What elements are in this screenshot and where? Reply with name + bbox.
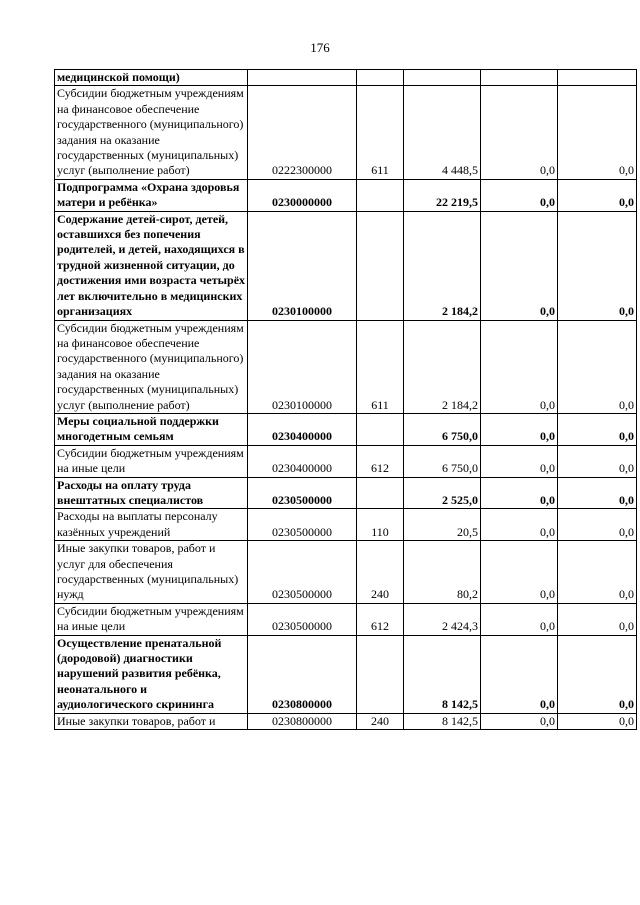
amount-3-cell: 0,0 bbox=[558, 86, 637, 179]
amount-cell: 2 424,3 bbox=[404, 603, 481, 635]
table-row bbox=[55, 635, 637, 713]
amount-cell: 8 142,5 bbox=[404, 713, 481, 729]
amount-3-cell: 0,0 bbox=[558, 509, 637, 541]
target-code-cell: 0230500000 bbox=[248, 477, 357, 509]
amount-2-cell: 0,0 bbox=[481, 635, 558, 713]
row-name-cell: медицинской помощи) bbox=[55, 70, 248, 86]
target-code-cell: 0230400000 bbox=[248, 413, 357, 445]
table-row bbox=[55, 445, 637, 477]
expense-type-cell bbox=[357, 477, 404, 509]
amount-cell: 2 184,2 bbox=[404, 211, 481, 320]
budget-table bbox=[54, 69, 637, 730]
expense-type-cell: 240 bbox=[357, 713, 404, 729]
amount-3-cell: 0,0 bbox=[558, 445, 637, 477]
amount-cell: 4 448,5 bbox=[404, 86, 481, 179]
amount-cell: 80,2 bbox=[404, 541, 481, 604]
row-name-cell: Подпрограмма «Охрана здоровья матери и ребёнка» bbox=[55, 179, 248, 211]
table-row bbox=[55, 413, 637, 445]
table-row bbox=[55, 477, 637, 509]
amount-3-cell bbox=[558, 70, 637, 86]
table-row bbox=[55, 713, 637, 729]
expense-type-cell: 240 bbox=[357, 541, 404, 604]
expense-type-cell: 110 bbox=[357, 509, 404, 541]
expense-type-cell bbox=[357, 70, 404, 86]
table-row bbox=[55, 541, 637, 604]
target-code-cell: 0230500000 bbox=[248, 509, 357, 541]
amount-2-cell: 0,0 bbox=[481, 320, 558, 413]
amount-cell: 2 525,0 bbox=[404, 477, 481, 509]
row-name-cell: Иные закупки товаров, работ и услуг для обеспечения государственных (муниципальных) нужд bbox=[55, 541, 248, 604]
amount-2-cell: 0,0 bbox=[481, 477, 558, 509]
row-name-cell: Субсидии бюджетным учреждениям на иные цели bbox=[55, 445, 248, 477]
amount-2-cell: 0,0 bbox=[481, 86, 558, 179]
amount-2-cell: 0,0 bbox=[481, 211, 558, 320]
table-row bbox=[55, 86, 637, 179]
expense-type-cell: 612 bbox=[357, 603, 404, 635]
amount-2-cell bbox=[481, 70, 558, 86]
target-code-cell bbox=[248, 70, 357, 86]
target-code-cell: 0230500000 bbox=[248, 603, 357, 635]
amount-2-cell: 0,0 bbox=[481, 179, 558, 211]
amount-3-cell: 0,0 bbox=[558, 320, 637, 413]
amount-3-cell: 0,0 bbox=[558, 603, 637, 635]
amount-2-cell: 0,0 bbox=[481, 541, 558, 604]
expense-type-cell bbox=[357, 211, 404, 320]
amount-2-cell: 0,0 bbox=[481, 603, 558, 635]
target-code-cell: 0230800000 bbox=[248, 635, 357, 713]
target-code-cell: 0230800000 bbox=[248, 713, 357, 729]
amount-cell: 6 750,0 bbox=[404, 445, 481, 477]
row-name-cell: Осуществление пренатальной (дородовой) диагностики нарушений развития ребёнка, неонатального и аудиологического скрининга bbox=[55, 635, 248, 713]
row-name-cell: Субсидии бюджетным учреждениям на иные цели bbox=[55, 603, 248, 635]
expense-type-cell: 611 bbox=[357, 320, 404, 413]
amount-2-cell: 0,0 bbox=[481, 413, 558, 445]
table-row bbox=[55, 211, 637, 320]
amount-3-cell: 0,0 bbox=[558, 211, 637, 320]
row-name-cell: Расходы на оплату труда внештатных специалистов bbox=[55, 477, 248, 509]
amount-3-cell: 0,0 bbox=[558, 477, 637, 509]
amount-2-cell: 0,0 bbox=[481, 713, 558, 729]
table-row bbox=[55, 70, 637, 86]
target-code-cell: 0230500000 bbox=[248, 541, 357, 604]
table-row bbox=[55, 179, 637, 211]
amount-cell: 20,5 bbox=[404, 509, 481, 541]
amount-3-cell: 0,0 bbox=[558, 713, 637, 729]
row-name-cell: Расходы на выплаты персоналу казённых учреждений bbox=[55, 509, 248, 541]
expense-type-cell: 611 bbox=[357, 86, 404, 179]
amount-2-cell: 0,0 bbox=[481, 509, 558, 541]
page-number: 176 bbox=[310, 40, 330, 55]
row-name-cell: Содержание детей-сирот, детей, оставшихся без попечения родителей, и детей, находящихся в трудной жизненной ситуации, до достижения ими возраста четырёх лет включительно в медицинских организациях bbox=[55, 211, 248, 320]
table-row bbox=[55, 509, 637, 541]
row-name-cell: Иные закупки товаров, работ и bbox=[55, 713, 248, 729]
amount-cell: 6 750,0 bbox=[404, 413, 481, 445]
expense-type-cell bbox=[357, 179, 404, 211]
amount-2-cell: 0,0 bbox=[481, 445, 558, 477]
expense-type-cell bbox=[357, 413, 404, 445]
target-code-cell: 0230100000 bbox=[248, 320, 357, 413]
amount-cell: 8 142,5 bbox=[404, 635, 481, 713]
amount-cell: 22 219,5 bbox=[404, 179, 481, 211]
amount-3-cell: 0,0 bbox=[558, 635, 637, 713]
target-code-cell: 0230000000 bbox=[248, 179, 357, 211]
amount-cell bbox=[404, 70, 481, 86]
target-code-cell: 0230100000 bbox=[248, 211, 357, 320]
amount-cell: 2 184,2 bbox=[404, 320, 481, 413]
target-code-cell: 0222300000 bbox=[248, 86, 357, 179]
row-name-cell: Меры социальной поддержки многодетным семьям bbox=[55, 413, 248, 445]
amount-3-cell: 0,0 bbox=[558, 179, 637, 211]
amount-3-cell: 0,0 bbox=[558, 541, 637, 604]
amount-3-cell: 0,0 bbox=[558, 413, 637, 445]
expense-type-cell: 612 bbox=[357, 445, 404, 477]
row-name-cell: Субсидии бюджетным учреждениям на финансовое обеспечение государственного (муниципального) задания на оказание государственных (муниципальных) услуг (выполнение работ) bbox=[55, 320, 248, 413]
row-name-cell: Субсидии бюджетным учреждениям на финансовое обеспечение государственного (муниципального) задания на оказание государственных (муниципальных) услуг (выполнение работ) bbox=[55, 86, 248, 179]
table-row bbox=[55, 320, 637, 413]
table-row bbox=[55, 603, 637, 635]
expense-type-cell bbox=[357, 635, 404, 713]
target-code-cell: 0230400000 bbox=[248, 445, 357, 477]
